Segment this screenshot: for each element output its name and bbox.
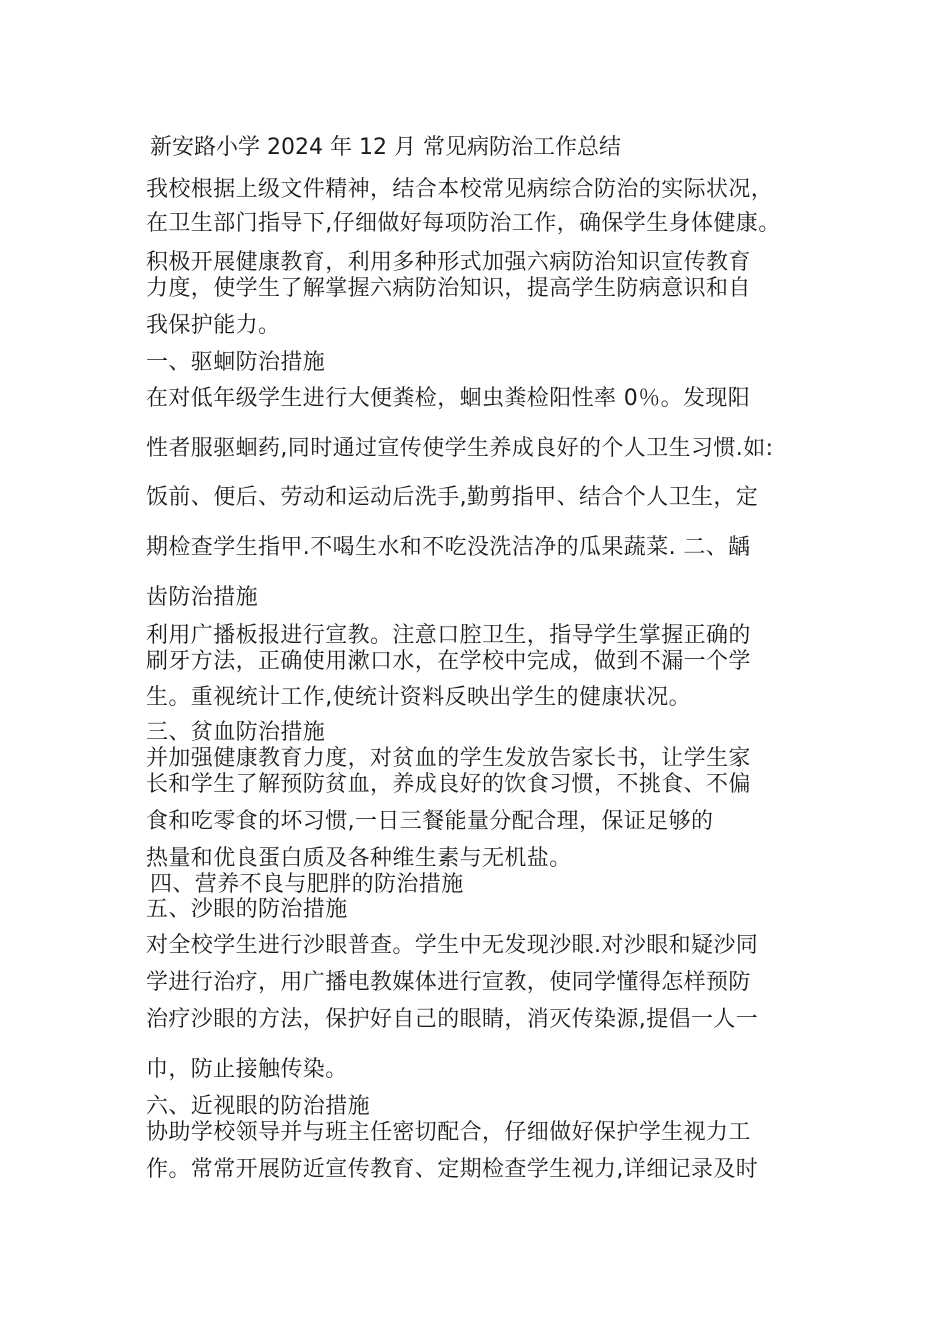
text-line-4: 力度，使学生了解掌握六病防治知识，提高学生防病意识和自: [146, 276, 751, 301]
text-line-9: 饭前、便后、劳动和运动后洗手,勤剪指甲、结合个人卫生，定: [146, 485, 759, 510]
section-heading-1: 一、驱蛔防治措施: [146, 350, 326, 375]
text-line-24: 治疗沙眼的方法，保护好自己的眼睛，消灭传染源,提倡一人一: [146, 1007, 759, 1032]
section-heading-3: 三、贫血防治措施: [146, 720, 326, 745]
text-line-10: 期检查学生指甲.不喝生水和不吃没洗洁净的瓜果蔬菜. 二、龋: [146, 535, 751, 560]
text-line-7: 在对低年级学生进行大便粪检，蛔虫粪检阳性率 0％。发现阳: [146, 386, 751, 411]
text-line-17: 长和学生了解预防贫血，养成良好的饮食习惯，不挑食、不偏: [146, 772, 751, 797]
section-heading-4: 四、营养不良与肥胖的防治措施: [150, 872, 464, 897]
text-line-12: 利用广播板报进行宣教。注意口腔卫生，指导学生掌握正确的: [146, 623, 751, 648]
section-heading-6: 六、近视眼的防治措施: [146, 1094, 371, 1119]
section-heading-5: 五、沙眼的防治措施: [146, 897, 348, 922]
section-heading-2-cont: 齿防治措施: [146, 585, 259, 610]
text-line-18: 食和吃零食的坏习惯,一日三餐能量分配合理，保证足够的: [146, 809, 714, 834]
text-line-22: 对全校学生进行沙眼普查。学生中无发现沙眼.对沙眼和疑沙同: [146, 933, 759, 958]
text-line-19: 热量和优良蛋白质及各种维生素与无机盐。: [146, 846, 572, 871]
text-line-23: 学进行治疗，用广播电教媒体进行宣教，使同学懂得怎样预防: [146, 970, 751, 995]
text-line-14: 生。重视统计工作,使统计资料反映出学生的健康状况。: [146, 685, 691, 710]
text-line-3: 积极开展健康教育，利用多种形式加强六病防治知识宣传教育: [146, 250, 751, 275]
text-line-1: 我校根据上级文件精神，结合本校常见病综合防治的实际状况，: [146, 177, 774, 202]
text-line-8: 性者服驱蛔药,同时通过宣传使学生养成良好的个人卫生习惯.如:: [146, 436, 774, 461]
text-line-2: 在卫生部门指导下,仔细做好每项防治工作，确保学生身体健康。: [146, 211, 781, 236]
document-title: 新安路小学 2024 年 12 月 常见病防治工作总结: [150, 135, 621, 160]
text-line-13: 刷牙方法，正确使用漱口水，在学校中完成，做到不漏一个学: [146, 649, 751, 674]
text-line-28: 作。常常开展防近宣传教育、定期检查学生视力,详细记录及时: [146, 1157, 759, 1182]
text-line-25: 巾，防止接触传染。: [146, 1057, 348, 1082]
text-line-27: 协助学校领导并与班主任密切配合，仔细做好保护学生视力工: [146, 1120, 751, 1145]
text-line-5: 我保护能力。: [146, 313, 281, 338]
text-line-16: 并加强健康教育力度，对贫血的学生发放告家长书，让学生家: [146, 746, 751, 771]
